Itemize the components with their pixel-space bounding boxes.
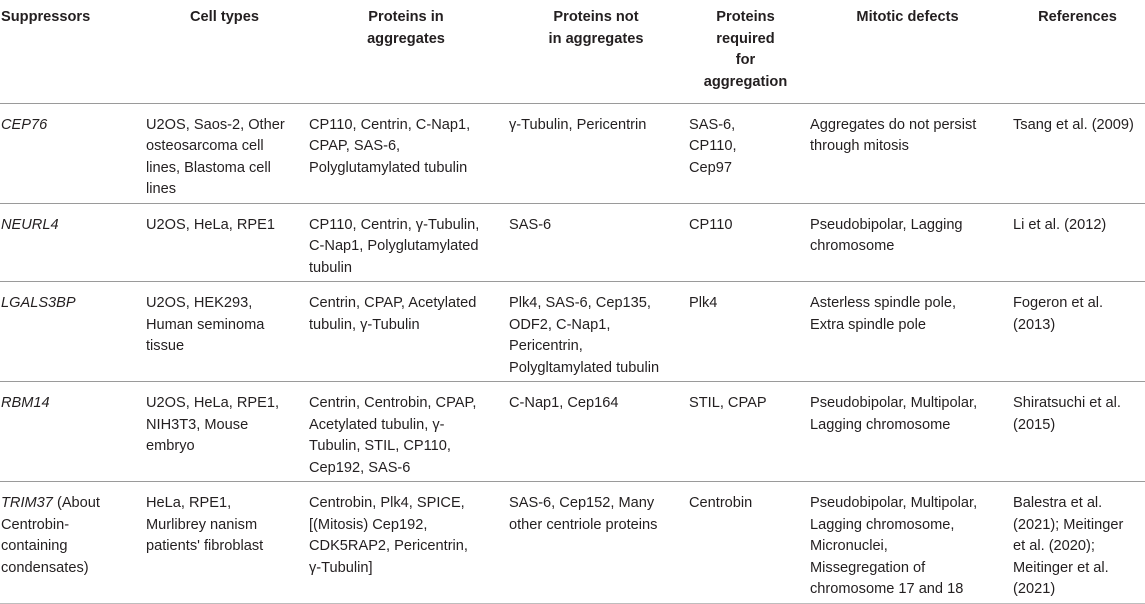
proteins-required-text: SAS-6, CP110, Cep97: [689, 116, 737, 176]
proteins-required-text: Centrobin: [689, 495, 753, 511]
proteins-not-in-aggregates-cell: [506, 282, 686, 382]
proteins-not-in-aggregates-text: C-Nap1, Cep164: [509, 395, 619, 411]
references-text: Fogeron et al. (2013): [1013, 295, 1104, 333]
cell-types-cell: [143, 482, 306, 604]
proteins-not-in-aggregates-text: SAS-6, Cep152, Many other centriole proteins: [509, 495, 658, 533]
suppressor-note: (About Centrobin- containing condensates): [1, 495, 100, 576]
suppressor-gene-name: LGALS3BP: [1, 295, 76, 311]
proteins-required-cell: [686, 103, 805, 203]
table-row: [0, 482, 1145, 604]
references-cell: [1010, 203, 1145, 282]
proteins-required-text: CP110: [689, 216, 733, 233]
cell-types-cell: [143, 382, 306, 482]
proteins-not-in-aggregates-text: γ-Tubulin, Pericentrin: [509, 116, 647, 133]
header-row: [0, 0, 1145, 103]
header-proteins-not-in-aggregates: Proteins not in aggregates: [506, 0, 686, 103]
cell-types-text: U2OS, HEK293, Human seminoma tissue: [146, 295, 265, 354]
suppressor-gene-name: NEURL4: [1, 216, 59, 233]
proteins-required-text: STIL, CPAP: [689, 395, 767, 411]
suppressor-gene-name: TRIM37: [1, 495, 53, 511]
header-proteins-in-aggregates: Proteins in aggregates: [306, 0, 506, 103]
table-header: [0, 0, 1145, 103]
proteins-required-cell: [686, 203, 805, 282]
proteins-not-in-aggregates-text: Plk4, SAS-6, Cep135, ODF2, C-Nap1, Pericentrin, Polygltamylated tubulin: [509, 295, 660, 376]
suppressor-cell: [0, 282, 143, 382]
proteins-not-in-aggregates-cell: [506, 382, 686, 482]
cell-types-text: U2OS, HeLa, RPE1: [146, 216, 275, 233]
header-mitotic-defects: Mitotic defects: [805, 0, 1010, 103]
proteins-in-aggregates-text: Centrin, CPAP, Acetylated tubulin, γ-Tubulin: [309, 295, 477, 333]
mitotic-defects-cell: [805, 203, 1010, 282]
proteins-not-in-aggregates-cell: [506, 103, 686, 203]
references-text: Balestra et al. (2021); Meitinger et al. (2020); Meitinger et al. (2021): [1013, 495, 1124, 597]
mitotic-defects-text: Pseudobipolar, Multipolar, Lagging chromosome, Micronuclei, Missegregation of chromosome 17 and 18: [810, 495, 978, 597]
proteins-required-cell: [686, 282, 805, 382]
suppressor-cell: [0, 103, 143, 203]
proteins-not-in-aggregates-cell: [506, 203, 686, 282]
header-references: References: [1010, 0, 1145, 103]
mitotic-defects-text: Pseudobipolar, Lagging chromosome: [810, 216, 963, 254]
suppressor-cell: [0, 382, 143, 482]
table-row: [0, 203, 1145, 282]
references-cell: [1010, 382, 1145, 482]
suppressor-gene-name: CEP76: [1, 116, 48, 133]
mitotic-defects-text: Aggregates do not persist through mitosis: [810, 116, 977, 154]
proteins-in-aggregates-text: CP110, Centrin, γ-Tubulin, C-Nap1, Polyglutamylated tubulin: [309, 216, 480, 276]
proteins-not-in-aggregates-text: SAS-6: [509, 216, 552, 233]
cell-types-text: U2OS, HeLa, RPE1, NIH3T3, Mouse embryo: [146, 395, 280, 454]
references-text: Shiratsuchi et al. (2015): [1013, 395, 1121, 433]
cell-types-cell: [143, 203, 306, 282]
suppressor-cell: [0, 482, 143, 604]
proteins-in-aggregates-cell: [306, 203, 506, 282]
mitotic-defects-text: Asterless spindle pole, Extra spindle pole: [810, 295, 957, 333]
table-row: [0, 382, 1145, 482]
mitotic-defects-cell: [805, 382, 1010, 482]
table-row: [0, 103, 1145, 203]
references-cell: [1010, 103, 1145, 203]
proteins-in-aggregates-text: CP110, Centrin, C-Nap1, CPAP, SAS-6, Polyglutamylated tubulin: [309, 116, 471, 176]
proteins-not-in-aggregates-cell: [506, 482, 686, 604]
proteins-required-cell: [686, 482, 805, 604]
references-cell: [1010, 282, 1145, 382]
mitotic-defects-text: Pseudobipolar, Multipolar, Lagging chromosome: [810, 395, 978, 433]
proteins-in-aggregates-cell: [306, 103, 506, 203]
proteins-in-aggregates-cell: [306, 382, 506, 482]
cell-types-cell: [143, 103, 306, 203]
proteins-in-aggregates-cell: [306, 282, 506, 382]
table-row: [0, 282, 1145, 382]
header-cell-types: Cell types: [143, 0, 306, 103]
references-cell: [1010, 482, 1145, 604]
proteins-required-text: Plk4: [689, 295, 718, 311]
references-text: Li et al. (2012): [1013, 216, 1107, 233]
cell-types-cell: [143, 282, 306, 382]
proteins-in-aggregates-text: Centrin, Centrobin, CPAP, Acetylated tubulin, γ- Tubulin, STIL, CP110, Cep192, SAS-6: [309, 395, 477, 476]
mitotic-defects-cell: [805, 282, 1010, 382]
proteins-required-cell: [686, 382, 805, 482]
suppressor-cell: [0, 203, 143, 282]
table-body: [0, 103, 1145, 603]
mitotic-defects-cell: [805, 103, 1010, 203]
references-text: Tsang et al. (2009): [1013, 116, 1134, 133]
header-suppressors: Suppressors: [0, 0, 143, 103]
mitotic-defects-cell: [805, 482, 1010, 604]
header-proteins-required: Proteins required for aggregation: [686, 0, 805, 103]
cell-types-text: HeLa, RPE1, Murlibrey nanism patients' fibroblast: [146, 495, 264, 554]
suppressor-gene-name: RBM14: [1, 395, 50, 411]
proteins-in-aggregates-text: Centrobin, Plk4, SPICE, [(Mitosis) Cep192, CDK5RAP2, Pericentrin, γ-Tubulin]: [309, 495, 468, 576]
cell-types-text: U2OS, Saos-2, Other osteosarcoma cell lines, Blastoma cell lines: [146, 116, 285, 197]
proteins-in-aggregates-cell: [306, 482, 506, 604]
